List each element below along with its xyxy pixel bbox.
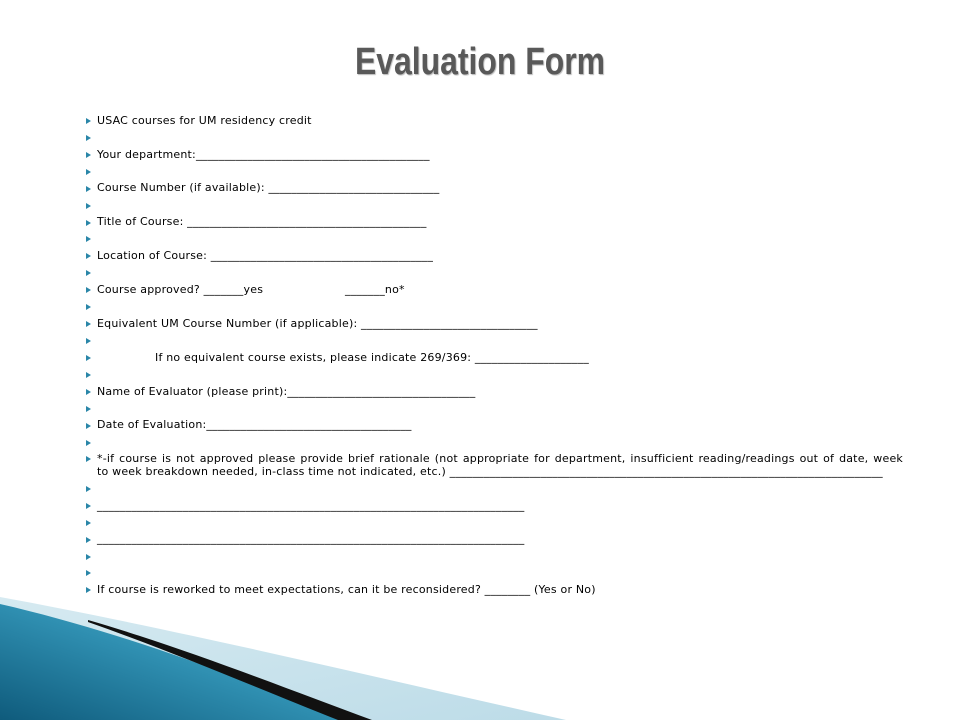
list-item-rationale-blank <box>86 500 903 513</box>
rationale-text-line-1: *-if course is not approved please provide brief rationale (not appropriate for department, insufficient reading/readings out of date, week <box>97 452 903 466</box>
list-item-approved <box>86 284 903 297</box>
bullet-icon <box>86 423 91 429</box>
list-item-reconsider <box>86 584 903 597</box>
list-item-course-number <box>86 182 903 195</box>
list-item-location <box>86 250 903 263</box>
list-item-empty <box>86 516 903 529</box>
list-item-course-title <box>86 216 903 229</box>
list-item-equivalent <box>86 318 903 331</box>
location-field: Location of Course: _______________________________________ <box>97 249 434 263</box>
intro-text: USAC courses for UM residency credit <box>97 113 312 127</box>
rationale-text-line-2: to week breakdown needed, in-class time not indicated, etc.) ____________________________________________________________________________ <box>97 464 883 478</box>
list-item-empty <box>86 550 903 563</box>
bullet-icon <box>86 355 91 361</box>
bullet-icon <box>86 287 91 293</box>
no-equivalent-field: If no equivalent course exists, please indicate 269/369: ____________________ <box>155 350 589 364</box>
list-item-department <box>86 149 903 162</box>
approved-yes-field: Course approved? _______yes <box>97 282 264 296</box>
bullet-icon <box>86 270 91 276</box>
bullet-icon <box>86 236 91 242</box>
list-item-empty <box>86 233 903 246</box>
bullet-icon <box>86 537 91 543</box>
bullet-icon <box>86 440 91 446</box>
rationale-blank-line: ___________________________________________________________________________ <box>97 532 525 546</box>
bullet-icon <box>86 321 91 327</box>
bullet-icon <box>86 338 91 344</box>
list-item-empty <box>86 567 903 580</box>
bullet-icon <box>86 486 91 492</box>
list-item-empty <box>86 483 903 496</box>
list-item-rationale <box>86 453 903 478</box>
list-item-empty <box>86 335 903 348</box>
course-number-field: Course Number (if available): ______________________________ <box>97 181 440 195</box>
page-title: Evaluation Form <box>354 41 606 83</box>
bullet-icon <box>86 152 91 158</box>
list-item-empty <box>86 436 903 449</box>
list-item-empty <box>86 369 903 382</box>
rationale-blank-line: ___________________________________________________________________________ <box>97 498 525 512</box>
bullet-icon <box>86 186 91 192</box>
evaluation-date-field: Date of Evaluation:____________________________________ <box>97 418 412 432</box>
bullet-icon <box>86 554 91 560</box>
list-item-date <box>86 419 903 432</box>
evaluator-name-field: Name of Evaluator (please print):_________________________________ <box>97 384 476 398</box>
course-title-field: Title of Course: __________________________________________ <box>97 215 427 229</box>
list-item-empty <box>86 132 903 145</box>
list-item-evaluator <box>86 386 903 399</box>
bullet-icon <box>86 220 91 226</box>
bullet-icon <box>86 135 91 141</box>
bullet-icon <box>86 253 91 259</box>
form-field-list <box>86 115 903 597</box>
list-item-empty <box>86 402 903 415</box>
bullet-icon <box>86 520 91 526</box>
department-field: Your department:_________________________________________ <box>97 147 430 161</box>
bullet-icon <box>86 118 91 124</box>
bullet-icon <box>86 587 91 593</box>
list-item-empty <box>86 199 903 212</box>
equivalent-course-field: Equivalent UM Course Number (if applicable): _______________________________ <box>97 316 538 330</box>
bullet-icon <box>86 203 91 209</box>
bullet-icon <box>86 406 91 412</box>
bullet-icon <box>86 372 91 378</box>
bullet-icon <box>86 456 91 462</box>
bullet-icon <box>86 304 91 310</box>
bullet-icon <box>86 503 91 509</box>
bullet-icon <box>86 570 91 576</box>
list-item-rationale-blank <box>86 533 903 546</box>
list-item-empty <box>86 267 903 280</box>
approved-no-field: _______no* <box>345 282 405 296</box>
list-item-intro <box>86 115 903 128</box>
reconsider-question: If course is reworked to meet expectations, can it be reconsidered? ________ (Yes or No) <box>97 583 596 597</box>
list-item-empty <box>86 166 903 179</box>
list-item-no-equivalent <box>86 352 903 365</box>
list-item-empty <box>86 301 903 314</box>
bullet-icon <box>86 169 91 175</box>
bullet-icon <box>86 389 91 395</box>
